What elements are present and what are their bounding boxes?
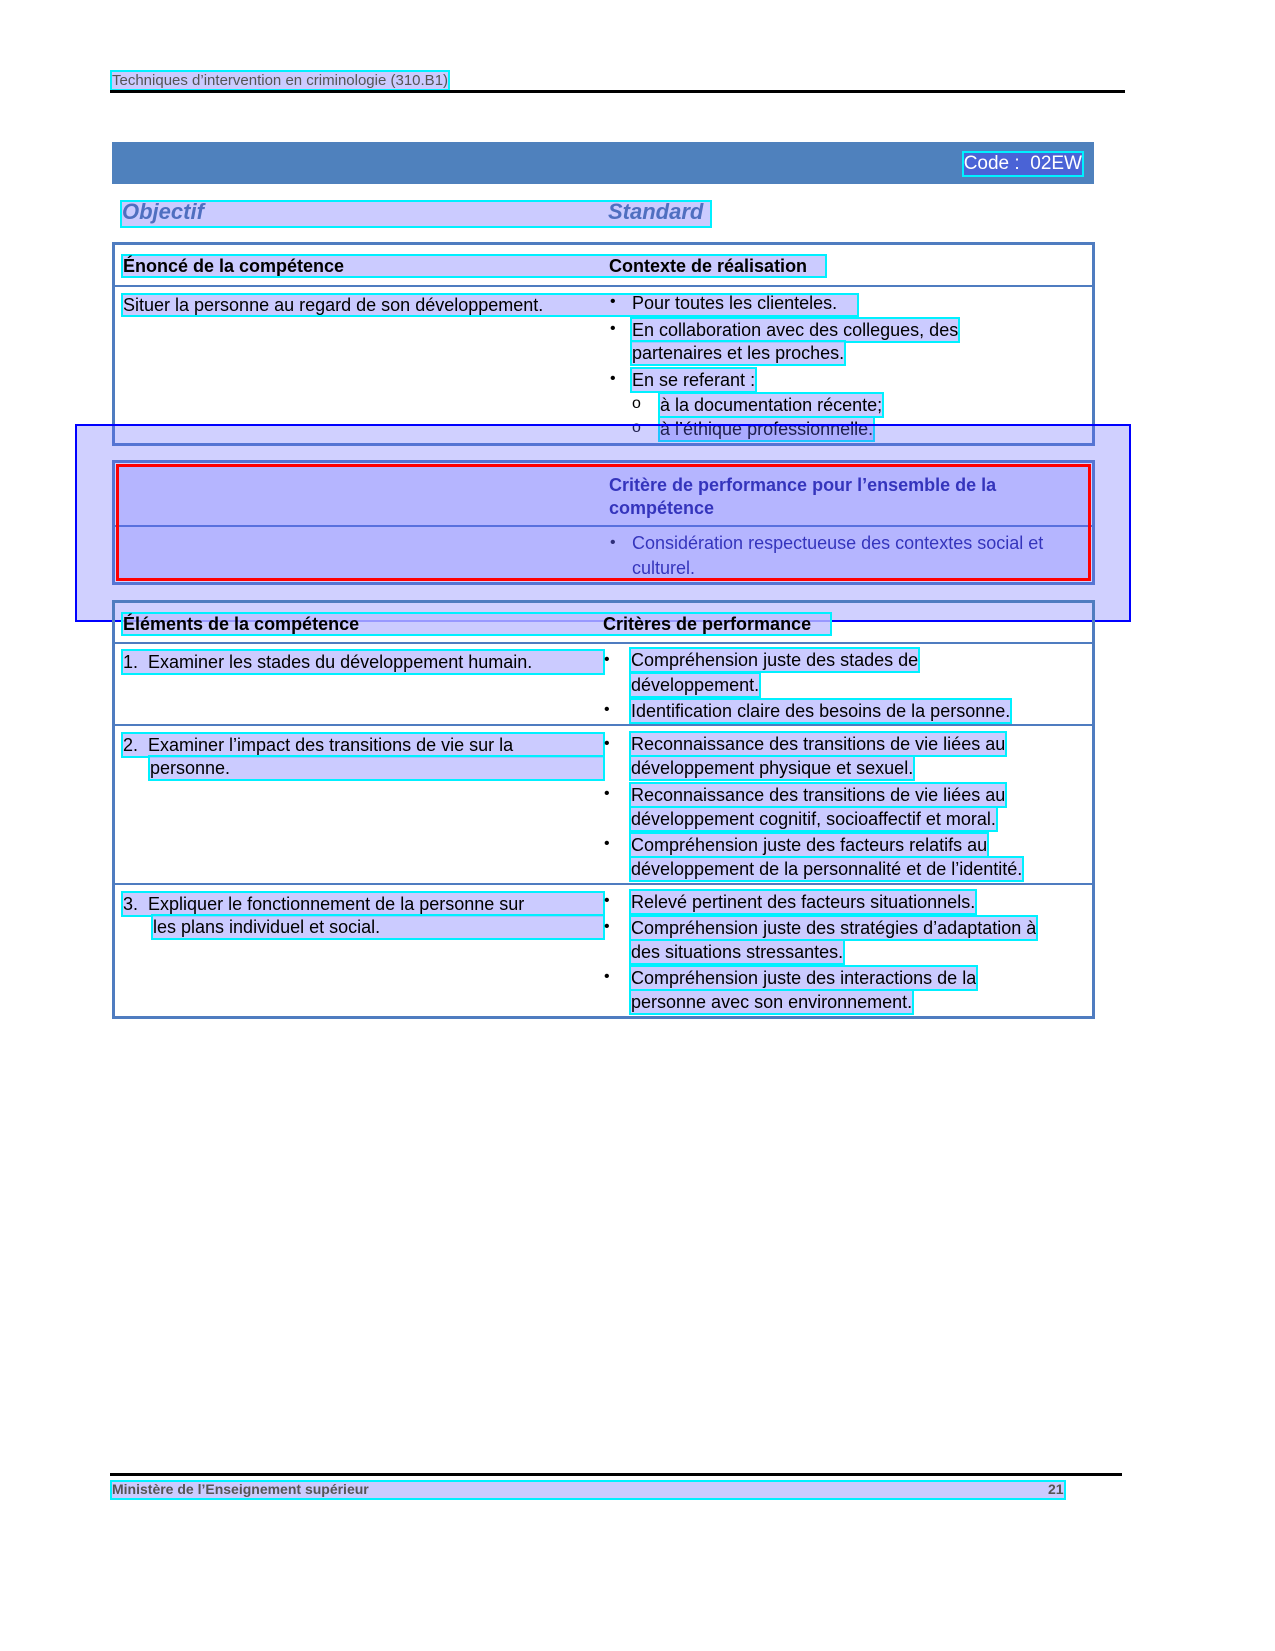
bullet-icon: • [604, 701, 610, 718]
footer-rule [110, 1473, 1122, 1476]
element-row-2: 2. Examiner l’impact des transitions de vie sur la [123, 734, 603, 756]
footer-ministry: Ministère de l’Enseignement supérieur [112, 1481, 369, 1497]
bullet-icon: • [604, 835, 610, 852]
criteria-header: Critères de performance [603, 614, 812, 634]
criterion: Compréhension juste des facteurs relatifs au [631, 835, 988, 855]
criterion: Compréhension juste des interactions de la [631, 968, 977, 988]
highlight-box [116, 464, 1091, 581]
global-criterion-item-cont: culturel. [632, 558, 696, 578]
header-rule [110, 90, 1125, 93]
divider [114, 724, 1093, 726]
criterion: Compréhension juste des stades de [631, 650, 919, 670]
divider [114, 285, 1093, 287]
context-item: Pour toutes les clienteles. [632, 293, 838, 313]
criterion: Compréhension juste des stratégies d’adaptation à [631, 918, 1037, 938]
bullet-icon: • [610, 370, 616, 387]
criterion: développement cognitif, socioaffectif et moral. [631, 809, 996, 829]
bullet-icon: • [610, 293, 616, 310]
bullet-icon: • [604, 785, 610, 802]
code-label: Code : 02EW [963, 153, 1082, 174]
bullet-icon: • [610, 534, 616, 551]
objectif-title: Objectif [122, 199, 204, 224]
criterion: Reconnaissance des transitions de vie liées au [631, 785, 1006, 805]
divider [114, 883, 1093, 885]
bullet-icon: • [604, 918, 610, 935]
context-item: En se referant : [632, 370, 756, 390]
criterion: Relevé pertinent des facteurs situationnels. [631, 892, 976, 912]
bullet-icon: • [604, 735, 610, 752]
bullet-icon: • [610, 320, 616, 337]
element-row-2-cont: personne. [150, 757, 603, 779]
page-number: 21 [1048, 1481, 1064, 1497]
running-header: Techniques d’intervention en criminologie (310.B1) [112, 72, 449, 89]
criterion: personne avec son environnement. [631, 992, 913, 1012]
competence-statement: Situer la personne au regard de son développement. [123, 295, 544, 315]
context-item: partenaires et les proches. [632, 343, 845, 363]
element-row-1: 1. Examiner les stades du développement humain. [123, 651, 603, 673]
global-criterion-header-cont: compétence [609, 498, 715, 518]
enonce-header: Énoncé de la compétence [123, 256, 345, 276]
code-banner [112, 142, 1094, 184]
context-subitem: à l’éthique professionnelle. [660, 419, 874, 439]
bullet-icon: • [604, 651, 610, 668]
bullet-icon: • [604, 892, 610, 909]
contexte-header: Contexte de réalisation [609, 256, 808, 276]
context-subitem: à la documentation récente; [660, 395, 883, 415]
global-criterion-item: Considération respectueuse des contextes social et [632, 533, 1044, 553]
divider [114, 642, 1093, 644]
context-item: En collaboration avec des collegues, des [632, 320, 959, 340]
standard-title: Standard [608, 199, 704, 224]
criterion: Reconnaissance des transitions de vie liées au [631, 734, 1006, 754]
criterion: développement. [631, 675, 760, 695]
global-criterion-header: Critère de performance pour l’ensemble de la [609, 475, 997, 495]
criterion: des situations stressantes. [631, 942, 844, 962]
circle-bullet-icon: o [632, 395, 641, 412]
criterion: Identification claire des besoins de la personne. [631, 701, 1011, 721]
circle-bullet-icon: o [632, 419, 641, 436]
bullet-icon: • [604, 968, 610, 985]
element-row-3: 3. Expliquer le fonctionnement de la personne sur [123, 893, 603, 915]
elements-header: Éléments de la compétence [123, 614, 360, 634]
criterion: développement de la personnalité et de l’identité. [631, 859, 1023, 879]
criterion: développement physique et sexuel. [631, 758, 914, 778]
element-row-3-cont: les plans individuel et social. [153, 916, 603, 938]
